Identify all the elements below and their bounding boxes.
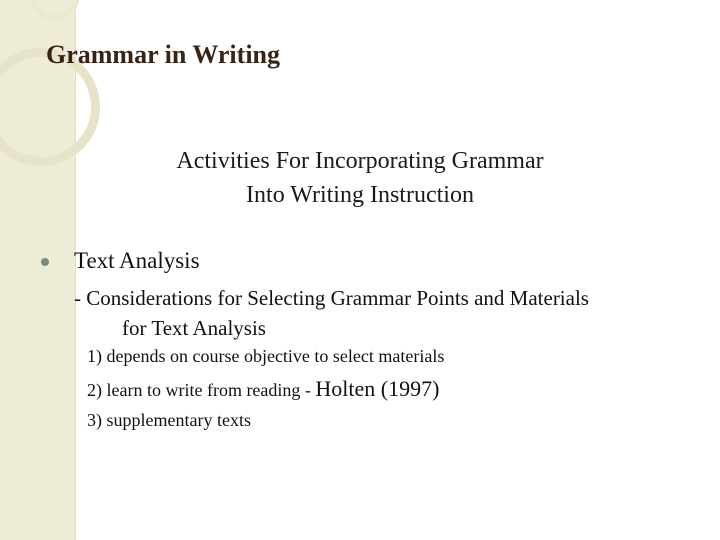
bullet-heading: Text Analysis	[74, 248, 200, 273]
considerations-line-2: for Text Analysis	[122, 316, 266, 340]
considerations-text	[74, 283, 589, 343]
list-item: 1) depends on course objective to select materials	[87, 346, 445, 366]
list-item-text: 2) learn to write from reading -	[87, 380, 316, 400]
bullet-dot-icon	[41, 258, 49, 266]
slide-subtitle	[100, 144, 620, 212]
subtitle-line-1: Activities For Incorporating Grammar	[176, 148, 544, 174]
list-item: 3) supplementary texts	[87, 410, 251, 430]
citation-text: Holten (1997)	[315, 376, 440, 401]
slide-title: Grammar in Writing	[46, 40, 280, 69]
subtitle-line-2: Into Writing Instruction	[246, 182, 474, 208]
considerations-line-1: - Considerations for Selecting Grammar Points and Materials	[74, 286, 589, 310]
list-item	[87, 376, 439, 402]
